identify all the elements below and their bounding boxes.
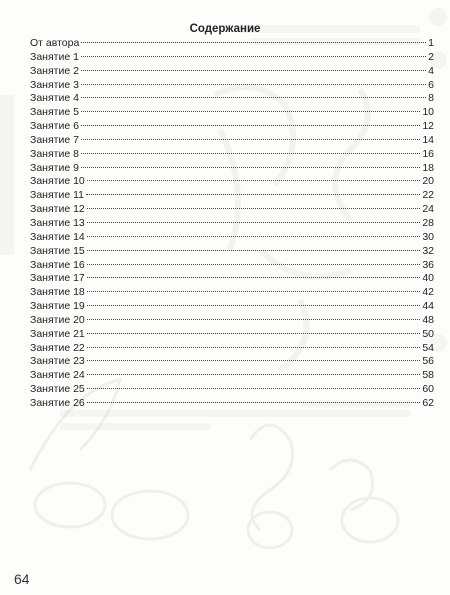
toc-entry-page: 60 [422,383,434,396]
toc-entry-label: Занятие 17 [30,272,85,285]
toc-entry-page: 36 [422,258,434,271]
dot-leader [81,111,420,112]
toc-entry-label: Занятие 15 [30,244,85,257]
page-number: 64 [14,571,30,587]
toc-entry-label: Занятие 22 [30,341,85,354]
toc-entry-label: Занятие 6 [30,120,79,133]
toc-entry-label: Занятие 19 [30,300,85,313]
toc-entry-page: 40 [422,272,434,285]
dot-leader [87,236,421,237]
toc-entry-page: 10 [422,106,434,119]
dot-leader [81,153,420,154]
toc-entry [30,106,434,120]
toc-entry [30,259,434,273]
toc-entry [30,189,434,203]
toc-entry-label: Занятие 14 [30,230,85,243]
toc-entry [30,51,434,65]
toc-entry-page: 20 [422,175,434,188]
toc-entry-label: Занятие 12 [30,203,85,216]
dot-leader [87,180,421,181]
toc-entry [30,314,434,328]
toc-entry-page: 14 [422,133,434,146]
toc-entry-label: Занятие 25 [30,383,85,396]
toc-entry-page: 24 [422,203,434,216]
toc-entry-page: 18 [422,161,434,174]
toc-entry-page: 56 [422,355,434,368]
toc-entry-label: Занятие 23 [30,355,85,368]
toc-entry [30,369,434,383]
toc-entry [30,355,434,369]
toc-entry-label: Занятие 16 [30,258,85,271]
dot-leader [87,347,421,348]
dot-leader [81,167,420,168]
dot-leader [81,56,426,57]
toc-entry [30,231,434,245]
dot-leader [87,402,421,403]
toc-entry-page: 16 [422,147,434,160]
toc-entry-page: 48 [422,313,434,326]
toc-entry [30,342,434,356]
toc-entry [30,134,434,148]
toc-entry-page: 22 [422,189,434,202]
dot-leader [87,388,421,389]
dot-leader [81,139,420,140]
toc-entry [30,286,434,300]
toc-entry-label: Занятие 2 [30,64,79,77]
toc-entry-page: 42 [422,286,434,299]
dot-leader [81,125,420,126]
dot-leader [87,264,421,265]
toc-entry-label: Занятие 21 [30,327,85,340]
dot-leader [81,42,426,43]
toc-entry-page: 32 [422,244,434,257]
dot-leader [87,319,421,320]
toc-entry [30,175,434,189]
dot-leader [87,208,421,209]
toc-entry-label: Занятие 7 [30,133,79,146]
toc-entry [30,37,434,51]
toc-entry [30,148,434,162]
dot-leader [86,194,420,195]
toc-entry-label: Занятие 10 [30,175,85,188]
toc-entry-page: 6 [428,78,434,91]
toc-entry-page: 58 [422,369,434,382]
dot-leader [87,291,421,292]
toc-entry [30,203,434,217]
dot-leader [87,250,421,251]
toc-entry-page: 12 [422,120,434,133]
toc-entry [30,383,434,397]
toc-entry-label: Занятие 18 [30,286,85,299]
toc-entry [30,162,434,176]
toc-entry-label: Занятие 26 [30,396,85,409]
toc-entry [30,300,434,314]
toc-title: Содержание [189,23,261,35]
dot-leader [87,374,421,375]
dot-leader [87,360,421,361]
dot-leader [87,222,421,223]
toc-entry [30,217,434,231]
table-of-contents [30,37,434,411]
dot-leader [87,277,421,278]
toc-entry-page: 50 [422,327,434,340]
toc-entry-label: Занятие 13 [30,216,85,229]
toc-entry-label: Занятие 3 [30,78,79,91]
dot-leader [81,84,426,85]
dot-leader [81,70,426,71]
toc-entry-label: Занятие 1 [30,50,79,63]
toc-entry [30,272,434,286]
toc-entry [30,245,434,259]
dot-leader [87,333,421,334]
toc-entry-label: От автора [30,37,80,49]
toc-entry [30,79,434,93]
toc-entry-label: Занятие 9 [30,161,79,174]
toc-entry [30,65,434,79]
toc-entry-label: Занятие 20 [30,313,85,326]
toc-entry-page: 54 [422,341,434,354]
toc-entry-label: Занятие 24 [30,369,85,382]
toc-entry-page: 2 [428,50,434,63]
toc-entry-page: 4 [428,64,434,77]
toc-entry-page: 30 [422,230,434,243]
toc-entry-label: Занятие 11 [30,189,84,202]
toc-entry-page: 62 [422,396,434,409]
toc-entry [30,120,434,134]
toc-entry-page: 8 [428,92,434,105]
toc-entry-label: Занятие 8 [30,147,79,160]
toc-entry-label: Занятие 5 [30,106,79,119]
dot-leader [87,305,421,306]
toc-entry [30,397,434,411]
toc-entry-page: 28 [422,216,434,229]
toc-entry-label: Занятие 4 [30,92,79,105]
dot-leader [81,97,426,98]
toc-entry [30,92,434,106]
toc-entry [30,328,434,342]
toc-entry-page: 44 [422,300,434,313]
toc-entry-page: 1 [428,37,434,49]
